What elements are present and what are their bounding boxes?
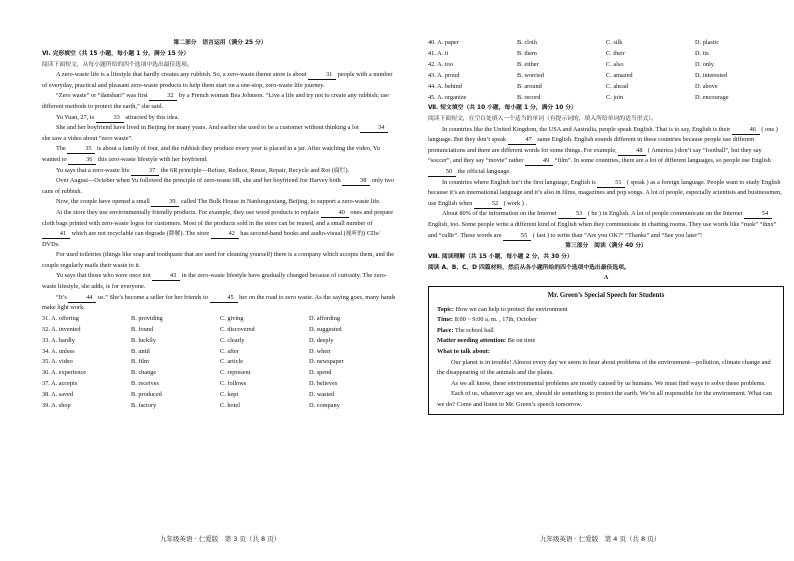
blank-38: 38 [342, 176, 370, 186]
option-choice: D. newspaper [309, 358, 344, 366]
option-choice: 36. A. experience [42, 369, 87, 377]
page-footer-right: 九年级英语 · 仁爱版 第 4 页（共 8 页） [540, 535, 661, 543]
hint-52: ( work ) . [503, 199, 528, 207]
option-choice: C. follows [220, 380, 247, 388]
option-choice: B. record [517, 93, 541, 101]
option-choice: C. ahead [606, 82, 629, 90]
cloze-paragraph: She and her boyfriend have lived in Beijing for many years. And earlier she used to be a customer without thinking a lot 34 she saw a video about “zero waste”. [42, 123, 398, 144]
fill-paragraph: About 80% of the information on the Internet 53 ( be ) in English. A lot of people communicate on the Internet 54 English, too. Some people write a different kind of English when they communicate in chatting rooms. They use words like “ruok” “thnx” and “cul8r”. These words are 55 ( fast ) to write than “Are you OK?” “Thanks” and “See you later”! [428, 210, 777, 239]
option-choice: C. join [606, 93, 624, 101]
cloze-paragraph: For used toiletries (things like soap and toothpaste that are used for cleaning yourself) there is a company which accepts them, and the couple regularly mails their waste to it. [42, 251, 395, 269]
blank-42: 42 [211, 229, 239, 239]
option-choice: 45. A. organize [428, 93, 467, 101]
right-page-column [428, 38, 784, 415]
section8-instructions: 阅读 A、B、C、D 四篇材料，然后从各小题所给的四个选项中选出最佳选项。 [428, 264, 630, 271]
blank-43: 43 [152, 271, 180, 281]
option-row [42, 368, 398, 379]
option-choice: D. believes [309, 380, 338, 388]
blank-50: 50 [428, 167, 456, 177]
option-choice: C. after [220, 347, 239, 355]
blank-54: 54 [744, 209, 772, 219]
option-choice: D. its [695, 49, 709, 57]
notice-talk-label: What to talk about: [437, 347, 491, 355]
cloze-paragraph: Over August—October when Yu followed the principle of zero-waste 6R, she and her boyfriend Joe Harvey both 38 only two cans of rubbish. [42, 177, 394, 195]
cloze-paragraph: Yu says that those who were once not 43 in the zero-waste lifestyle have gradually changed because of curiosity. The zero-waste lifestyle, she adds, is for everyone. [42, 272, 387, 291]
option-choice: C. represent [220, 369, 251, 377]
option-choice: B. worried [517, 71, 544, 79]
page-footer-left: 九年级英语 · 仁爱版 第 3 页（共 8 页） [160, 535, 281, 543]
notice-time: Time: 8:00 ~ 9:00 a. m. , 17th, October [437, 316, 537, 324]
option-choice: B. luckily [131, 336, 156, 344]
part-three-title: 第三部分 阅读（满分 40 分） [565, 243, 647, 250]
options-table-40-45 [428, 38, 784, 103]
blank-46: 46 [732, 125, 760, 135]
cloze-paragraph: Yu Yuan, 27, is 33 attracted by this idea. [56, 113, 180, 121]
blank-49: 49 [525, 156, 553, 166]
blank-47: 47 [508, 135, 536, 145]
blank-51: 51 [597, 178, 625, 188]
option-choice: C. silk [606, 39, 623, 46]
blank-36: 36 [68, 155, 96, 165]
option-row [42, 336, 398, 347]
option-choice: C. amazed [606, 71, 633, 79]
option-row [42, 347, 398, 358]
option-choice: D. above [695, 82, 718, 90]
option-row [428, 38, 784, 49]
hint-53: ( be ) [587, 210, 601, 218]
notice-talk-paragraph: Our planet is in trouble! Almost every day we seem to hear about problems of the environment—pollution, climate change and the disappearing of the animals and the plants. [437, 358, 771, 377]
option-choice: D. encourage [695, 93, 729, 101]
option-choice: 33. A. hardly [42, 336, 75, 344]
option-choice: C. kept [220, 391, 239, 399]
option-choice: D. plastic [695, 39, 720, 46]
option-choice: 31. A. offering [42, 314, 79, 322]
option-choice: 41. A. it [428, 49, 449, 57]
section8-title: Ⅷ. 阅读理解（共 15 小题，每小题 2 分，共 30 分） [428, 254, 573, 261]
option-choice: B. around [517, 82, 542, 90]
blank-53: 53 [558, 209, 586, 219]
hint-55: ( fast ) [532, 231, 550, 239]
hint-48: ( America ) [647, 146, 677, 154]
notice-topic: Topic: How we can help to protect the environment [437, 305, 568, 313]
speech-notice-box [428, 286, 784, 416]
option-row [428, 71, 784, 82]
option-choice: D. only [695, 60, 714, 68]
option-choice: D. wasted [309, 391, 335, 399]
option-row [428, 60, 784, 71]
option-row [42, 357, 398, 368]
blank-37: 37 [131, 166, 159, 176]
option-row [428, 93, 784, 104]
notice-place: Place: The school hall [437, 326, 494, 334]
option-choice: D. company [309, 402, 340, 410]
option-choice: C. hotel [220, 402, 240, 410]
notice-talk-paragraph: Each of us, whatever age we are, should do something to protect the earth. We’re all responsible for the environment. What can we do? Come and listen to Mr. Green’s speech tomorrow. [437, 390, 772, 408]
fill-paragraph: In countries like the United Kingdom, the USA and Australia, people speak English. That is to say, English is their 46 ( one ) language. But they don’t speak 47 same English. English sounds different in these countries because people use different pronunciations and there are different words for some things. For example, 48 ( America ) don’t say “football”, but they say “soccer”, and they say “movie” rather 49 “film”. In some countries, there are a lot of different languages, so people use English 50 the official language. [428, 125, 778, 175]
option-choice: D. spend [309, 369, 332, 377]
option-choice: 32. A. invented [42, 325, 81, 333]
fill-paragraph: In countries where English isn’t the first language, English is 51 ( speak ) as a foreign language. People want to study English because it’s an international language and it’s also in films, magazines and pop songs. A lot of people, especially scientists and businessmen, use English when 52 ( work ) . [428, 178, 782, 207]
option-choice: C. also [606, 60, 624, 68]
section7-instructions: 阅读下面短文，在空白处填入一个适当的单词（有提示词的，填入所给单词的适当形式）。 [428, 116, 657, 123]
option-choice: B. cloth [517, 39, 537, 46]
option-choice: B. receives [131, 380, 159, 388]
left-page-column [42, 38, 398, 412]
cloze-paragraph: Yu says that a zero-waste life 37 the 6R principle—Refuse, Reduce, Reuse, Repair, Recycle and Rot (腐烂). [56, 166, 350, 174]
option-choice: D. suggested [309, 325, 342, 333]
blank-41: 41 [42, 229, 70, 239]
option-choice: B. either [517, 60, 539, 68]
option-row [42, 379, 398, 390]
blank-39: 39 [151, 197, 179, 207]
blank-45: 45 [210, 293, 238, 303]
options-table-31-39 [42, 314, 398, 412]
blank-31: 31 [308, 70, 336, 80]
option-choice: B. until [131, 347, 150, 355]
hint-51: ( speak ) [626, 178, 649, 186]
option-row [428, 49, 784, 60]
blank-44: 44 [68, 293, 96, 303]
option-choice: 42. A. too [428, 60, 453, 68]
option-choice: 35. A. video [42, 358, 73, 366]
cloze-paragraph: “Zero waste” or “danshari” was first 32 by a French woman Bea Johnson. “Live a life and try not to create any rubbish; use different methods to protect the earth,” she said. [42, 92, 389, 110]
blank-55: 55 [503, 231, 531, 241]
blank-52: 52 [474, 199, 502, 209]
option-row [42, 314, 398, 325]
section6-title: Ⅵ. 完形填空（共 15 小题，每小题 1 分，满分 15 分） [42, 51, 190, 57]
option-choice: 38. A. saved [42, 391, 74, 399]
option-choice: B. factory [131, 402, 157, 410]
blank-35: 35 [67, 144, 95, 154]
option-choice: B. produced [131, 391, 162, 399]
option-choice: C. article [220, 358, 244, 366]
option-choice: 40. A. paper [428, 39, 459, 46]
option-choice: 34. A. unless [42, 347, 75, 355]
option-choice: D. interested [695, 71, 728, 79]
blank-33: 33 [96, 113, 124, 123]
option-choice: 43. A. proud [428, 71, 460, 79]
option-choice: C. clearly [220, 336, 245, 344]
option-choice: C. giving [220, 314, 244, 322]
option-choice: D. when [309, 347, 331, 355]
option-row [42, 390, 398, 401]
option-choice: D. deeply [309, 336, 334, 344]
notice-talk-paragraph: As we all know, these environmental problems are mostly caused by us humans. We must find ways to solve these problems. [451, 379, 766, 387]
blank-34: 34 [360, 123, 388, 133]
option-choice: B. found [131, 325, 154, 333]
blank-40: 40 [321, 208, 349, 218]
cloze-paragraph: A zero-waste life is a lifestyle that hardly creates any rubbish. So, a zero-waste theme store is about 31 people with a number of everyday, practical and pleasant zero-waste products to help them start on a one-stop, zero-waste life journey. [42, 71, 393, 89]
cloze-paragraph: The 35 is about a family of four, and the rubbish they produce every year is placed in a jar. After watching the video, Yu wanted to 36 this zero-waste lifestyle with her boyfriend. [42, 145, 380, 163]
option-choice: B. change [131, 369, 157, 377]
option-choice: C. discovered [220, 325, 255, 333]
blank-32: 32 [149, 91, 177, 101]
option-row [428, 82, 784, 93]
notice-title: Mr. Green’s Special Speech for Students [547, 291, 665, 299]
section6-instructions: 阅读下面短文，从每小题所给的四个选项中选出最佳选项。 [42, 61, 193, 68]
option-row [42, 401, 398, 412]
part-two-title: 第二部分 语言运用（满分 25 分） [173, 40, 267, 46]
blank-48: 48 [618, 146, 646, 156]
option-choice: B. them [517, 49, 537, 57]
option-choice: B. providing [131, 314, 163, 322]
option-choice: D. affording [309, 314, 341, 322]
passage-label: A [603, 274, 609, 282]
section7-title: Ⅶ. 短文填空（共 10 小题，每小题 1 分，满分 10 分） [428, 105, 577, 112]
option-row [42, 325, 398, 336]
option-choice: C. their [606, 49, 625, 57]
hint-46: ( one ) [761, 125, 778, 133]
cloze-paragraph: At the store they use environmentally friendly products. For example, they use wood products to replace 40 ones and prepare cloth bags printed with zero-waste logos for customers. Most of the products sold in the store can be reused, and a small number of 41 which are not recyclable can degrade (降解). The store 42 has second-hand books and audio-visual (视听的) CDs/ DVDs. [42, 208, 394, 248]
option-choice: 44. A. behind [428, 82, 462, 90]
option-choice: 39. A. shop [42, 402, 71, 410]
cloze-paragraph: “It’s 44 us.” She’s become a seller for her friends to 45 her on the road to zero waste. As the saying goes, many hands make light work. [42, 293, 396, 312]
option-choice: B. film [131, 358, 149, 366]
notice-attention: Matter needing attention: Be on time [437, 337, 536, 345]
option-choice: 37. A. accepts [42, 380, 78, 388]
cloze-paragraph: Now, the couple have opened a small 39 called The Bulk House in Nanluoguxiang, Beijing, to support a zero-waste life. [56, 198, 381, 206]
